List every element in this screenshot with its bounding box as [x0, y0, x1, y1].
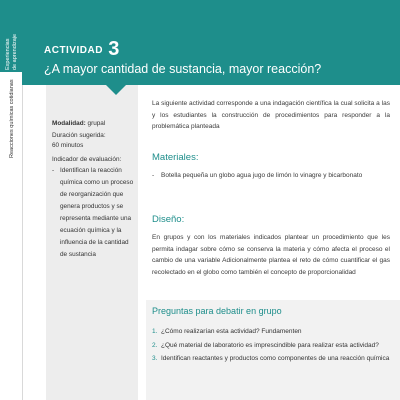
page-title: ¿A mayor cantidad de sustancia, mayor reacción? — [44, 62, 322, 76]
question-number: 3. — [152, 355, 158, 362]
activity-label-text: ACTIVIDAD — [44, 45, 103, 56]
diseno-heading: Diseño: — [152, 214, 185, 225]
activity-label — [44, 38, 120, 61]
rail-band — [0, 0, 22, 72]
rail-label-2: de aprendizaje — [12, 33, 18, 70]
diseno-text: En grupos y con los materiales indicados plantear un procedimiento que les permita indagar sobre cómo se conserva la materia y cómo afecta el proceso el cambio de una variable Adicionalmente plantea el reto de cómo cuantificar el gas recolectado en el globo como también el concepto de proporcionalidad — [152, 234, 390, 276]
rail-label-1: Experiencias — [5, 38, 11, 70]
modalidad-label: Modalidad: — [52, 120, 86, 127]
indicador-list — [52, 165, 136, 261]
activity-number: 3 — [108, 38, 120, 60]
question-text: Identifican reactantes y productos como componentes de una reacción química — [161, 355, 390, 362]
indicador-label: Indicador de evaluación: — [52, 156, 122, 163]
preguntas-heading: Preguntas para debatir en grupo — [152, 306, 282, 316]
list-item — [152, 326, 390, 338]
rail-subject: Reacciones químicas cotidianas — [9, 79, 15, 158]
indicador-item-text: Identifican la reacción química como un proceso de reorganización que genera productos y se representa mediante una ecuación química y la influencia de la cantidad de sustancia — [60, 167, 134, 258]
sidebar-notch — [106, 85, 126, 95]
question-number: 1. — [152, 328, 158, 335]
preguntas-block — [146, 300, 400, 400]
materiales-item: - Botella pequeña un globo agua jugo de limón lo vinagre y bicarbonato — [152, 170, 382, 182]
question-text: ¿Qué material de laboratorio es imprescindible para realizar esta actividad? — [161, 341, 379, 349]
modalidad — [52, 119, 136, 128]
duracion-value: 60 minutos — [52, 142, 84, 149]
activity-header — [22, 0, 400, 85]
modalidad-value: grupal — [87, 120, 106, 127]
list-item — [152, 353, 390, 365]
materiales-heading: Materiales: — [152, 152, 199, 163]
intro-text: La siguiente actividad corresponde a una indagación científica la cual solicita a las y los estudiantes la construcción de procedimientos para responder a la problemática planteada — [152, 100, 390, 130]
side-rail — [0, 0, 23, 400]
list-item: - Identifican la reacción química como un proceso de reorganización que genera productos y se representa mediante una ecuación química y la influencia de la cantidad de sustancia — [52, 167, 134, 258]
info-sidebar — [46, 85, 138, 400]
question-number: 2. — [152, 341, 158, 349]
materiales-item-text: Botella pequeña un globo agua jugo de limón lo vinagre y bicarbonato — [161, 172, 363, 179]
duracion-label: Duración sugerida: — [52, 132, 106, 139]
question-text: ¿Cómo realizarían esta actividad? Fundamenten — [161, 328, 302, 335]
preguntas-list — [152, 326, 390, 367]
list-item — [152, 340, 390, 352]
